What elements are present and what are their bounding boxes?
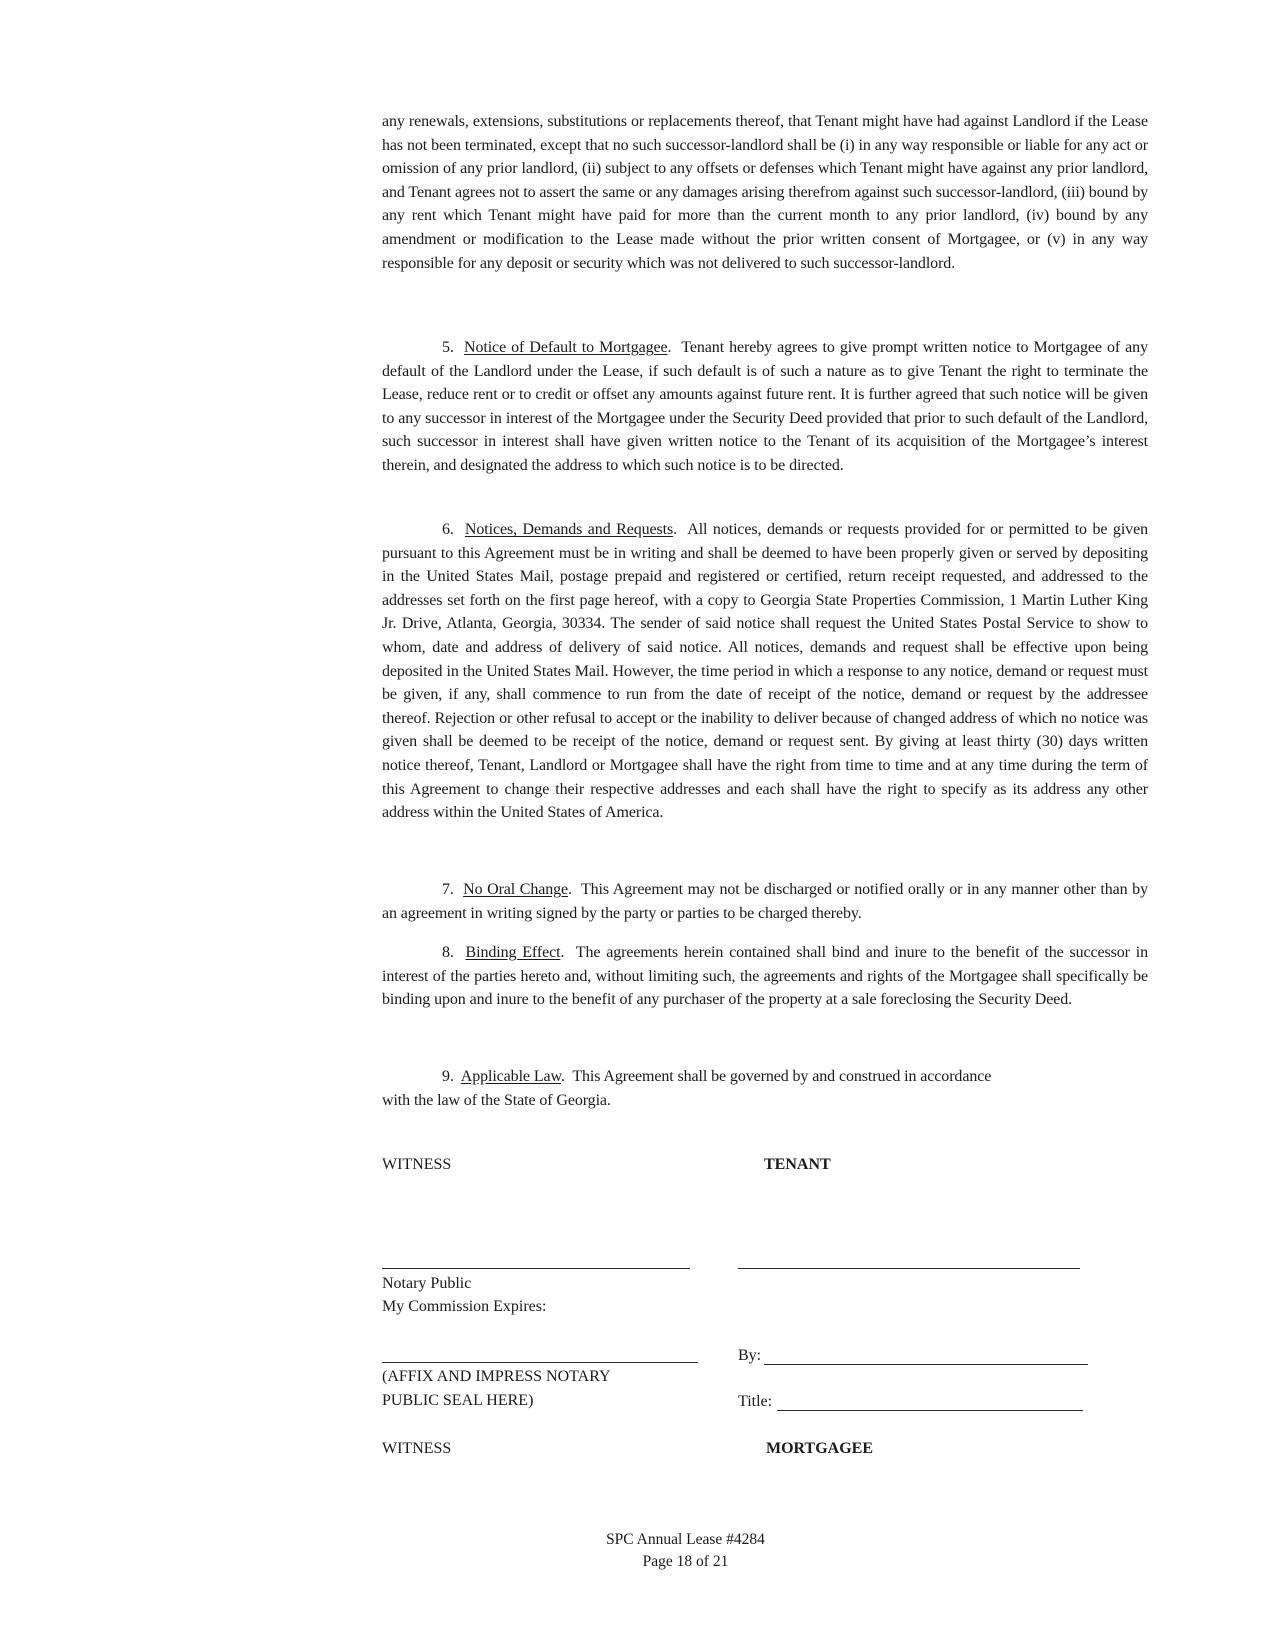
affix-seal-line2: PUBLIC SEAL HERE) xyxy=(382,1392,534,1409)
section-number: 5. xyxy=(442,339,454,356)
title-signature-line[interactable] xyxy=(777,1410,1083,1411)
mortgagee-label: MORTGAGEE xyxy=(766,1440,873,1457)
section-text: Tenant hereby agrees to give prompt written notice to Mortgagee of any default of the Landlord under the Lease, if such default is of such a nature as to give Tenant the right to terminate the Lease, reduce rent or to credit or offset any amounts against future rent. It is further agreed that such notice will be given to any successor in interest of the Mortgagee under the Security Deed provided that prior to such default of the Landlord, such successor in interest shall have given written notice to the Tenant of its acquisition of the Mortgagee’s interest therein, and designated the address to which such notice is to be directed. xyxy=(382,339,1148,474)
section-heading: No Oral Change xyxy=(463,881,569,898)
section-text: The agreements herein contained shall bind and inure to the benefit of the successor in interest of the parties hereto and, without limiting such, the agreements and rights of the Mortgagee shall specifically be binding upon and inure to the benefit of any purchaser of the property at a sale foreclosing the Security Deed. xyxy=(382,944,1148,1009)
section-text-continued: with the law of the State of Georgia. xyxy=(382,1091,611,1109)
section-text: This Agreement shall be governed by and construed in accordance xyxy=(572,1068,992,1085)
lease-id: SPC Annual Lease #4284 xyxy=(606,1531,765,1548)
notary-signature-line[interactable] xyxy=(382,1362,698,1363)
notary-public-label: Notary Public xyxy=(382,1275,472,1292)
page-number: Page 18 of 21 xyxy=(642,1553,729,1570)
section-text: All notices, demands or requests provided for or permitted to be given pursuant to this Agreement must be in writing and shall be deemed to have been properly given or served by depositing in the United States Mail, postage prepaid and registered or certified, return receipt requested, and addressed to the addresses set forth on the first page hereof, with a copy to Georgia State Properties Commission, 1 Martin Luther King Jr. Drive, Atlanta, Georgia, 30334. The sender of said notice shall request the United States Postal Service to show to whom, date and address of delivery of said notice. All notices, demands and request shall be effective upon being deposited in the United States Mail. However, the time period in which a response to any notice, demand or request must be given, if any, shall commence to run from the date of receipt of the notice, demand or request by the addressee thereof. Rejection or other refusal to accept or the inability to deliver because of changed address of which no notice was given shall be deemed to be receipt of the notice, demand or request sent. By giving at least thirty (30) days written notice thereof, Tenant, Landlord or Mortgagee shall have the right from time to time and at any time during the term of this Agreement to change their respective addresses and each shall have the right to specify as its address any other address within the United States of America. xyxy=(382,521,1148,822)
continuation-text: any renewals, extensions, substitutions or replacements thereof, that Tenant might have had against Landlord if the Lease has not been terminated, except that no such successor-landlord shall be (i) in any way responsible or liable for any act or omission of any prior landlord, (ii) subject to any offsets or defenses which Tenant might have against any prior landlord, and Tenant agrees not to assert the same or any damages arising therefrom against such successor-landlord, (iii) bound by any rent which Tenant might have paid for more than the current month to any prior landlord, (iv) bound by any amendment or modification to the Lease made without the prior written consent of Mortgagee, or (v) in any way responsible for any deposit or security which was not delivered to such successor-landlord. xyxy=(382,113,1148,272)
section-number: 6. xyxy=(442,521,454,538)
section-heading: Notices, Demands and Requests xyxy=(464,521,674,538)
section-number: 9. xyxy=(442,1068,454,1085)
section-number: 7. xyxy=(442,881,454,898)
section-6: 6. Notices, Demands and Requests. All notices, demands or requests provided for or permitted to be given pursuant to this Agreement must be in writing and shall be deemed to have been properly given or served by depositing in the United States Mail, postage prepaid and registered or certified, return receipt requested, and addressed to the addresses set forth on the first page hereof, with a copy to Georgia State Properties Commission, 1 Martin Luther King Jr. Drive, Atlanta, Georgia, 30334. The sender of said notice shall request the United States Postal Service to show to whom, date and address of delivery of said notice. All notices, demands and request shall be effective upon being deposited in the United States Mail. However, the time period in which a response to any notice, demand or request must be given, if any, shall commence to run from the date of receipt of the notice, demand or request by the addressee thereof. Rejection or other refusal to accept or the inability to deliver because of changed address of which no notice was given shall be deemed to be receipt of the notice, demand or request sent. By giving at least thirty (30) days written notice thereof, Tenant, Landlord or Mortgagee shall have the right from time to time and at any time during the term of this Agreement to change their respective addresses and each shall have the right to specify as its address any other address within the United States of America. xyxy=(382,521,1148,822)
section-heading: Binding Effect xyxy=(465,944,561,961)
page-footer xyxy=(0,1529,1275,1573)
section-number: 8. xyxy=(442,944,454,961)
tenant-label: TENANT xyxy=(764,1156,831,1173)
section-5: 5. Notice of Default to Mortgagee. Tenant hereby agrees to give prompt written notice to Mortgagee of any default of the Landlord under the Lease, if such default is of such a nature as to give Tenant the right to terminate the Lease, reduce rent or to credit or offset any amounts against future rent. It is further agreed that such notice will be given to any successor in interest of the Mortgagee under the Security Deed provided that prior to such default of the Landlord, such successor in interest shall have given written notice to the Tenant of its acquisition of the Mortgagee’s interest therein, and designated the address to which such notice is to be directed. xyxy=(382,339,1148,474)
section-heading: Applicable Law xyxy=(460,1068,561,1085)
witness-signature-line[interactable] xyxy=(382,1268,690,1269)
section-7: 7. No Oral Change. This Agreement may not be discharged or notified orally or in any manner other than by an agreement in writing signed by the party or parties to be charged thereby. xyxy=(382,881,1148,922)
continuation-paragraph xyxy=(382,110,1148,275)
section-heading: Notice of Default to Mortgagee xyxy=(464,339,668,356)
section-8: 8. Binding Effect. The agreements herein contained shall bind and inure to the benefit of the successor in interest of the parties hereto and, without limiting such, the agreements and rights of the Mortgagee shall specifically be binding upon and inure to the benefit of any purchaser of the property at a sale foreclosing the Security Deed. xyxy=(382,944,1148,1009)
by-label: By: xyxy=(738,1347,762,1364)
affix-seal-line1: (AFFIX AND IMPRESS NOTARY xyxy=(382,1368,611,1385)
by-signature-line[interactable] xyxy=(764,1364,1088,1365)
title-label: Title: xyxy=(738,1393,773,1410)
witness-label-mortgagee: WITNESS xyxy=(382,1440,452,1457)
section-text: This Agreement may not be discharged or notified orally or in any manner other than by an agreement in writing signed by the party or parties to be charged thereby. xyxy=(382,881,1148,922)
commission-expires-label: My Commission Expires: xyxy=(382,1298,547,1315)
section-9: 9. Applicable Law. This Agreement shall be governed by and construed in accordance with the law of the State of Georgia. xyxy=(382,1065,1148,1112)
witness-label-tenant: WITNESS xyxy=(382,1156,452,1173)
tenant-signature-line[interactable] xyxy=(738,1268,1080,1269)
